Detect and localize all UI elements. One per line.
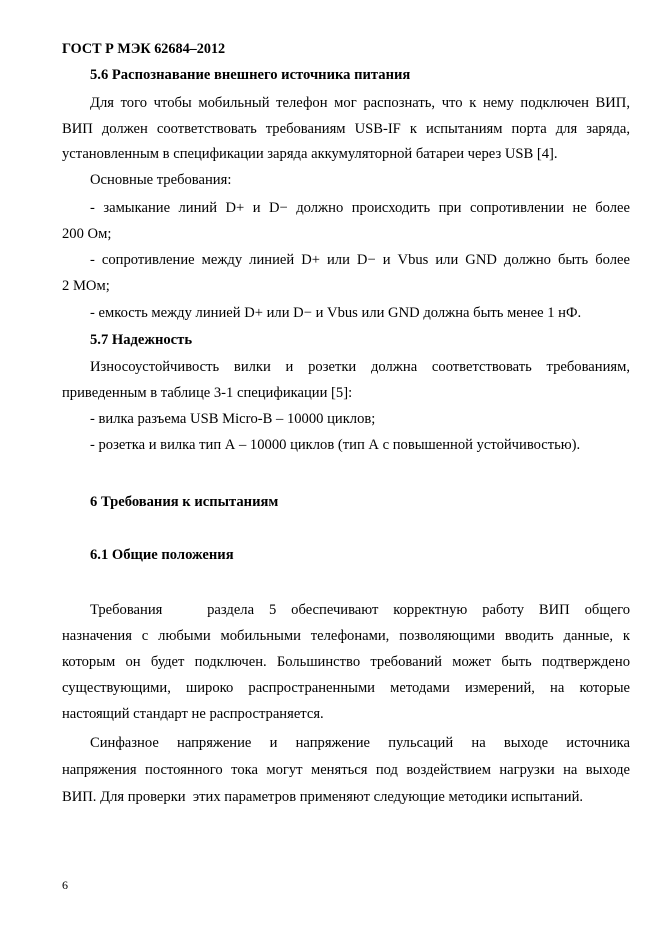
- s61-paragraph2-line: ВИП. Для проверки этих параметров применяют следующие методики испытаний.: [62, 789, 584, 805]
- section-5-6-heading: 5.6 Распознавание внешнего источника питания: [90, 67, 411, 83]
- section-6-1-heading: 6.1 Общие положения: [90, 547, 234, 563]
- requirement-item-cont: 2 МОм;: [62, 278, 110, 294]
- s61-paragraph-line: Требования раздела 5 обеспечивают корректную работу ВИП общего: [90, 602, 630, 618]
- section-5-7-heading: 5.7 Надежность: [90, 332, 193, 348]
- s61-paragraph-line: назначения с любыми мобильными телефонами, позволяющими вводить данные, к: [62, 628, 630, 644]
- reliability-item: - розетка и вилка тип А – 10000 циклов (тип А с повышенной устойчивостью).: [90, 437, 581, 453]
- requirements-intro: Основные требования:: [90, 172, 232, 188]
- s61-paragraph2-line: Синфазное напряжение и напряжение пульсаций на выходе источника: [90, 735, 630, 751]
- page-number: 6: [62, 878, 68, 892]
- s57-paragraph-line: приведенным в таблице 3-1 спецификации [5]:: [62, 385, 353, 401]
- s61-paragraph-line: существующими, широко распространенными методами измерений, на которые: [62, 680, 630, 696]
- s56-paragraph-line: Для того чтобы мобильный телефон мог распознать, что к нему подключен ВИП,: [90, 95, 630, 111]
- requirement-item: - сопротивление между линией D+ или D− и Vbus или GND должно быть более: [90, 252, 630, 268]
- requirement-item: - замыкание линий D+ и D− должно происходить при сопротивлении не более: [90, 200, 630, 216]
- document-id: ГОСТ Р МЭК 62684–2012: [62, 41, 226, 57]
- s56-paragraph-line: ВИП должен соответствовать требованиям USB-IF к испытаниям порта для заряда,: [62, 121, 630, 137]
- requirement-item-cont: 200 Ом;: [62, 226, 112, 242]
- s61-paragraph-line: которым он будет подключен. Большинство требований может быть подтверждено: [62, 654, 630, 670]
- s61-paragraph-line: настоящий стандарт не распространяется.: [62, 706, 324, 722]
- s61-paragraph2-line: напряжения постоянного тока могут меняться под воздействием нагрузки на выходе: [62, 762, 630, 778]
- section-6-heading: 6 Требования к испытаниям: [90, 494, 279, 510]
- s57-paragraph-line: Износоустойчивость вилки и розетки должна соответствовать требованиям,: [90, 359, 630, 375]
- s56-paragraph-line: установленным в спецификации заряда аккумуляторной батареи через USB [4].: [62, 146, 558, 162]
- reliability-item: - вилка разъема USB Micro-B – 10000 циклов;: [90, 411, 376, 427]
- requirement-item: - емкость между линией D+ или D− и Vbus или GND должна быть менее 1 нФ.: [90, 305, 582, 321]
